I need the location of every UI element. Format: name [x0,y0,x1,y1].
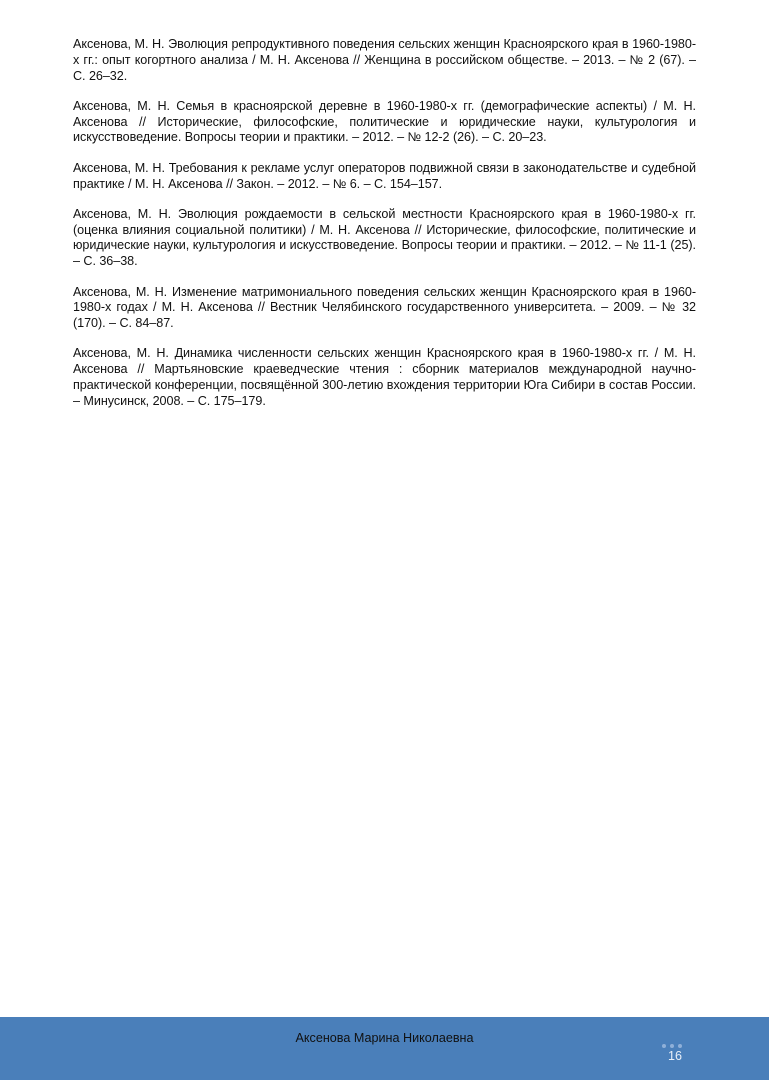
page-footer [0,1017,769,1080]
decorative-dots-icon [662,1044,682,1048]
reference-list [73,37,696,424]
page-number: 16 [667,1049,682,1063]
reference-entry: Аксенова, М. Н. Требования к рекламе услуг операторов подвижной связи в законодательстве и судебной практике / М. Н. Аксенова // Закон. – 2012. – № 6. – С. 154–157. [73,160,696,191]
reference-entry: Аксенова, М. Н. Динамика численности сельских женщин Красноярского края в 1960-1980-х гг. / М. Н. Аксенова // Мартьяновские краеведческие чтения : сборник материалов международной научно-практической конференции, посвящённой 300-летию вхождения территории Юга Сибири в состав России. – Минусинск, 2008. – С. 175–179. [73,346,696,408]
reference-entry: Аксенова, М. Н. Семья в красноярской деревне в 1960-1980-х гг. (демографические аспекты) / М. Н. Аксенова // Исторические, философские, политические и юридические науки, культурология и искусствоведение. Вопросы теории и практики. – 2012. – № 12-2 (26). – С. 20–23. [73,98,696,145]
reference-entry: Аксенова, М. Н. Изменение матримониального поведения сельских женщин Красноярского края в 1960-1980-х годах / М. Н. Аксенова // Вестник Челябинского государственного университета. – 2009. – № 32 (170). – С. 84–87. [73,284,696,331]
reference-entry: Аксенова, М. Н. Эволюция репродуктивного поведения сельских женщин Красноярского края в 1960-1980-х гг.: опыт когортного анализа / М. Н. Аксенова // Женщина в российском обществе. – 2013. – № 2 (67). – С. 26–32. [73,37,696,83]
footer-author: Аксенова Марина Николаевна [295,1031,474,1045]
reference-entry: Аксенова, М. Н. Эволюция рождаемости в сельской местности Красноярского края в 1960-1980-х гг. (оценка влияния социальной политики) / М. Н. Аксенова // Исторические, философские, политические и юридические науки, культурология и искусствоведение. Вопросы теории и практики. – 2012. – № 11-1 (25). – С. 36–38. [73,206,696,269]
